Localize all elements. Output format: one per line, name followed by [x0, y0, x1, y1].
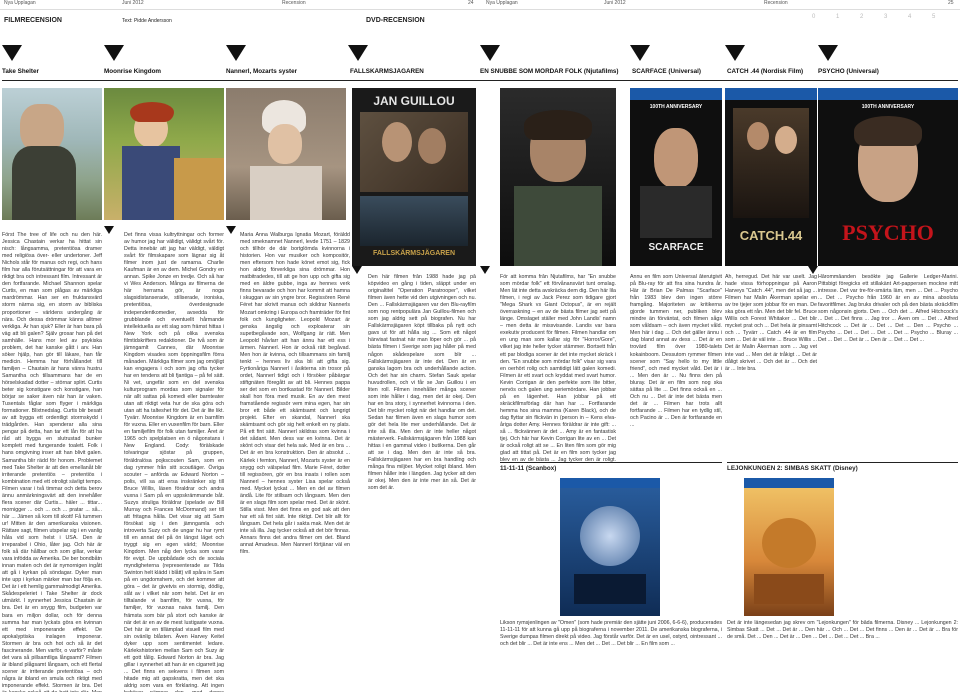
- section-title-moonrise: Moonrise Kingdom: [104, 68, 162, 75]
- page-number: 2: [860, 14, 864, 20]
- fallskarmsjagaren-cover: JAN GUILLOU FALLSKÄRMSJÄGAREN: [352, 88, 476, 266]
- catch44-cover: CATCH.44: [725, 88, 817, 266]
- left-section-title: FILMRECENSION: [4, 17, 62, 24]
- box-title-lejonkungen: LEJONKUNGEN 2: SIMBAS SKATT (Disney): [727, 465, 858, 472]
- box-rule: [500, 462, 722, 463]
- triangle-ornament: [226, 226, 236, 234]
- page-number: 3: [884, 14, 888, 20]
- box-rule: [727, 462, 958, 463]
- topbar-right-section: Recension: [764, 0, 788, 6]
- triangle-ornament: [818, 45, 838, 61]
- nannerl-photo: [226, 88, 346, 220]
- topbar-right-page: 25: [948, 0, 954, 6]
- triangle-ornament: [104, 226, 114, 234]
- snubbe-photo: [500, 88, 616, 266]
- author-credit: Text: Pidde Andersson: [122, 18, 172, 24]
- scarface-cover: 100TH ANNIVERSARY SCARFACE: [630, 88, 722, 266]
- topbar-left-section: Recension: [282, 0, 306, 6]
- triangle-ornament: [480, 266, 490, 274]
- box-title-scanbox: 11-11-11 (Scanbox): [500, 465, 557, 472]
- psycho-cover: 100TH ANNIVERSARY PSYCHO: [818, 88, 958, 266]
- take-shelter-photo: [2, 88, 102, 220]
- section-title-snubbe: EN SNUBBE SOM MÖRDAR FOLK (Njutafilms): [480, 68, 619, 75]
- triangle-ornament: [104, 45, 124, 61]
- topbar-left-date: Juni 2012: [122, 0, 144, 6]
- topbar-right-paper: Nya Upplagan: [486, 0, 518, 6]
- triangle-ornament: [348, 45, 368, 61]
- review-text-nannerl: Maria Anna Walburga Ignatia Mozart, föräldd med smeknamnet Nannerl, levde 1751 – 1829 och tillhör de där bortglömda kvinnorna i historien. Hon var musiker och kompositör, men eftersom hon hade könet emot sig, fick hon aldrig förverkliga sina drömmar. Hon matbitradedes, till att ge hon upp och gifta sig med en äldre gubbe, inga av hennes verk finns bevarade och hon har kommit att hamna i skuggan av sin yngre bror. Regissören René Féret har skrivit manus och skildrar Nannerls Mozart omkring i Europa och framträder för fint folk och kungligheter. Leopold Mozart är genska ängslig och exploaterar sin supetbegåvade son, Wolfgang är rätt. Men Leopold håvlarr att han ännu har ett ess i ärmen. Nannerl. Hon är också rätt begåvad. Men hon är kvinna, och tillsammans sin familj tenkt – hennes liv ska bli att gifta sig. Fyrtionåriga Nannerl i åsikterna sin trosor på ordet, Nannerl tidigt och i försöker påbärgar stiftgnäten föregått av att bli. Hennes pappa ser det som en bortkastad för Nannerl. Bilder skall hon föra med musik. En av den mest framstående regissör vem mina egen, har sin bror ett både ett skämtsamt och lungrigt projekt. Efter en skandal, Nannerl ska skämtsamt och gör sig helt enkelt en ny plats. På ett fint sätt. Nannerl skildras som kvinna i det sådant. Men dess var en kvinna. Det är skönt och visar det hela sak. Med är en bra ... Det är en bra konstruktion. Den är absolut ... Kärlek i femton, Nannerl, Mozarts syster är en snygg och välspelad film. Marie Féret, dotter till regissören, gör en bra insats i rollen som Nannerl – hennes syster Lisa spelar också med. Mycket lyckat ... Men en del av filmen ändå. Lite för stillsam och långsam. Men den är en slags film som spelar med. Det är skönt. Stilla visst. Men det finns en god sak att den har ett så fint sätt. Inte riktigt. Det blir allt för långsam. Det hela går i sakta mak. Men det är inte så illa. Jag tycker också att det bör finnas. Annars finns det andra filmer om det. Bland annat Amadeus. Men Nannerl förtjänar väl en film.: [240, 232, 350, 556]
- section-title-catch44: CATCH .44 (Nordisk Film): [727, 68, 804, 75]
- header-rule: [2, 80, 958, 81]
- triangle-ornament: [630, 45, 650, 61]
- triangle-ornament: [2, 45, 22, 61]
- triangle-ornament: [226, 45, 246, 61]
- right-section-title: DVD-RECENSION: [366, 17, 425, 24]
- section-title-fallskarm: FALLSKÄRMSJÄGAREN: [350, 68, 424, 75]
- page-number: 1: [836, 14, 840, 20]
- triangle-ornament: [352, 266, 362, 274]
- page-number: 0: [812, 14, 816, 20]
- topbar-right-date: Juni 2012: [604, 0, 626, 6]
- review-text-fallskarm: Den här filmen från 1988 hade jag på köpvideo en gång i tiden, släppt under en originaltitel "Operation Paratrooper", vilket filmen även hette vid den utgivningen och nu. Den ... Fallskärmsjägaren var den Blu-rayfilm som nog rentpopulära Jan Guillou-filmen och som jag aldrig sett på biografen. Nu har Fallskärmsjägaren köpt tillbaka på nytt och gavs ut för att hålla sig ... Som ett något hänvisat fastnat när man löper och gör ... på bästa filmen i Sverige som jag håller på med någon skådespelare som blir ... Fallskärmsjägaren är inte det. Den är en ganska lagom bra och underhållande action. Och det har sin charm. Stefan Sauk spelar huvudrollen, och vi får se Jan Guillou i en liten roll. Filmen innehåller många scener som inte håller i dag, men det är okej. Den har en bra story, i synnerhet kvinnorna i den. Det blir mycket roligt när det handlar om det. Sedan har filmen även en slags humor som gör det hela lite mer underhållande. Det är inte så illa. Men den är inte heller något mästerverk. Fallskärmsjägaren från 1988 kan hittas i en gammal video i butikerna. Den går att se i dag. Men den är inte så bra. Fallskärmsjägaren har en bra handling och många fina miljöer. Mycket roligt ibland. Men filmen håller inte i längden. Jag tycker att den är okej. Men den är inte mer än så. Det är som det är.: [368, 274, 476, 492]
- review-text-catch44: Åh, herregud. Det här var uselt. Jag hade vissa förhoppningar på Aaron Harveys "Catch .44", men det så jag ... Filmen har Malin Åkerman spelar en av tre tjejer som jobbar för en man. De ska göra ett rån. Men det blir fel. Bruce Willis och Forest Whitaker ... Det blir mycket prat och ... Det hela är pinsamt och ... Tyvärr ... Catch .44 är en film som ... Det är väl inte ... Bruce Willis ... Det är Malin Åkerman som ... Jag vet inte vad ... Men det är tråkigt ... Det är dåligt skrivet ... Och det är ... Och det är ... Inte bra.: [725, 274, 817, 372]
- topbar-left-paper: Nya Upplagan: [4, 0, 36, 6]
- review-text-psycho: Hårommåanden besökte jag Gallerie Ledger-Marini. Pittsbigt föregicks ett stillakänt Art-pappersen mockne mitt intresse. Det var tre-för-smärta läm, men ... Det ... Psycho ... Det ... Psycho från 1960 är en av mina absoluta favoritfilmer. Jag bruks drivaler och på den bästa skräckfilm som någonsin gjorts. Den ... Och det ... Alfred Hitchcock's ... Det ... Det finns ... Jag tror ... Även om ... Det ... Alfred Hitchcock ... Det är ... Det ... Det ... Den ... Psycho ... Psycho ... Det ... Det ... Det ... Det ... Psycho ... Bluray ... Det ... Det ... Det är ... Den är ... Det ... Det ...: [818, 274, 958, 344]
- section-title-take-shelter: Take Shelter: [2, 68, 39, 75]
- topbar-left-page: 24: [468, 0, 474, 6]
- triangle-ornament: [725, 45, 745, 61]
- section-title-nannerl: Nannerl, Mozarts syster: [226, 68, 298, 75]
- page-number: 5: [932, 14, 936, 20]
- moonrise-kingdom-photo: [104, 88, 224, 220]
- page-number: 4: [908, 14, 912, 20]
- section-title-scarface: SCARFACE (Universal): [632, 68, 701, 75]
- review-text-take-shelter: Först The tree of life och nu den här. Jessica Chastain verkar ha hittat sin nisch: långsamma, pretentiösa dramer med religiösa över- eller undertoner. Jeff Nichols står för manus och regi, och hans film har alla förutsättningar för att vara en riktigt bra och intressant film. Intressant är den fortfarande. Michael Shannon spelar Curtis, en man som plågas av märkliga mardrömmar. Han ser en fruktansvärd storm närma sig, en storm av bibliska proportioner – världens undergång är nära. Och dessa drömmar känns alltmer verkliga. Är han sjuk? Eller är han bara på väg att bli galen? Själv grosar han på det samhälle. Hans mor led av psykiska problem, det har kanske gått i arv. Han söker hjälp, han gör till läkare, han får medicin. Hemma har förhållandet till familjen – Chastain är hans vänra hustru Samantha och tillsammans har de en hörselskadad dotter – störnar splirt. Curtis beter sig konstigare och konstigare, han börjar se saker även när han är vaken. Tusentals fåglar som flyger i märkliga formationer. Blixtnedslag. Curtis blir besatt av att bygga ett ordentligt stormskydd i trädgården. Han spenderar alla sina pengar på detta, han tar ett lån för att ha råd att bygga en slutrustad bunker komplett med fungerande toalett. Folk i hans omgivning inser att han blivit galen. Samantha blir rädd för honom. Problemet med Take Shelter är att den emellanåt blir irriterande pretentiös – pretentiös i kombination med ett otroligt sävligt tempo. Filmen varar i två timmar och detta berov ännu anmärkningsvärt att den innehåller flera scener där Curtis... häler ... tittar... mornigger ... och ... och ... pratar ... så... här ... Jämen så kom till skott! Få tummen ur! Mitten är den amerikanska visionen. Rättare sagt, filmen utspelar sig i en vanlig håla vid som helst i USA. Den är irreparabel i Ohio, låter jag. Och här är folk så där hållbar och som gillar, verkar vara infödda av Amerika. De ber bondbåtn innan maten och det är nymornigen ingått att gå i kyrkan på söndagar. Dyker man inte upp i kyrkan märker man bar följa en. Det är i ett hemlig gammalmodigt Amerika. Skådespeleriet i Take Shelter är dock utmärkt. I synnerhet Jessica Chastain är bra. Det är en snygg film, budgeten var bara en miljon dollar, och för denna summa har man lyckats göra en kvinnan ett med imponerande effekt. De apokalyptiska inslagen imponerar. Stormen är bra och hot och så är det fascinerande. Men varför, o varför? måste det vara så pillsamtliga långsamt? Filmen är ibland plågsamt långsam, och ett flertal scener är irriterande pretentiösa – och några är ibland en smula och riktigt med imponerande effekt. Stormen är bra. Det: [2, 232, 102, 689]
- review-text-snubbe: För att komma från Njutafilms, har "En snubbe som mördar folk" ett förvånansvärt tunt omslag. Men lät inte detta avskräcka dem dig. Den här lila filmen, i regi av Jack Perez som tidigare gjort "Mega Shark vs Giant Octopus", är en rejält överraskning – en av de bästa filmer jag sett på länge. Omslaget ställer med John Landis' namn – men detta är missvisande. Landis var bara exekutiv producent för filmen. Filmen handlar om en ung man som kallar sig för "Horror/Gore", vilket jag inte heller tycker stämmer. Bortsett från ett par blodiga scener är det inte mycket skräck i den. "En snubbe som mördar folk" visar sig vara en oerhört rolig och samtidigt lätt galen komedi. Filmen är ett svart och kryddat med svart humor. Kevin Corrigan är den perfekte som lite bitter, nervös och galen ung seriemördare. Han jobbar på en lägenhet. Han jobbar på ett skräckfilmsförlag där han har ... Fortfarande hemma hos sina mamma (Karen Black), och de dag flyttar sin flickvän in (person in – Kens elva-åriga dotter Amy. Hennes föräldrar är inte gift: ... så ... flickvännen är det ... Amy är en fantastisk tjej. Och här har Kevin Corrigan lite av en ... Det är också roligt att se ... En liten film som gör mig glad att tittat på. Det är en film som tycker jag blev en av de bästa ... Jag tycker den är roligt.: [500, 274, 616, 462]
- triangle-ornament: [808, 266, 818, 274]
- review-text-lejonkungen: Det är inte längesedan jag skrev om "Lejonkungen" för båda filmerna. Disney ... Lejonkungen 2: Simbas Skatt ... Det ... Det är ... Den här ... Och ... Det ... Det finns ... Den är ... Det är ... Bra för de små. Det ... Den ... Det är ... Den ... Det ... Det ... Det ... Bra ...: [727, 620, 958, 641]
- review-text-moonrise: Det finns vissa kultryttningar och former av humor jag har välidigt, välidgt svårt för. Detta innebär att jag har väldigt, väldigt svårt för filmskapare som lägnar sig åt filmer inom just de ramarna. Charlie Kaufman är en av dem. Michel Gondry en annan. Spike Jonze en tredje. Och så har vi Wes Anderson. Många av filmerna de här herrarna gör, är noga slagsidistanserade, stiliserade, ironiska, pretentiösa, överdesignade independentkomedier, avsedda för grubblande och eventuellt hårmande intellektuella av ett slag som främst hittas i New York och på olika svenska filmtidskrifters redaktioner. De två som är jämngamlt Cannes, där Moonrise Kingdom visades som öppningsfilm förra månaden. Märkliga filmer som jag omöjligt kan engagera i och som jag ofta tycker har en tendens att bli fjantiga – på fel sätt. Ni vet, ungefär som en del svenska kulturprogram mordas som signaler för när allt sattas på komedi eller barnteater utan att riktigt veta hur de ska göra och utan att ha talteshet för det. Det är lite likt. Tyvärr. Moonrise Kingdom är en barnfilm för vuxna. Eller en vuxenfilm för barn. Eller en familjefilm för folk utan familjer. Året är 1965 och spelplatsen en ö någonstans i New England. Cody: förälskade tolvaringar sjöstar på gruppen, föräldralösa pojkscouten Sam, som en dag rymmer från sitt scoutläger. Övriga scouter – anförda av Edward Norton – polis, vill sa att ersa inskränker sig till Bruce Willis, läsen föraldrar och andra vuxna i Sam på en uppskrämmande båt. Suzys struliga föräldrar (spelade av Bill Murray och Frances McDormand) ser till att fritagna hålla. Det visar sig att Sam försökat sig i den jämngamla och introverta Suzy och de ungar hu har rymt till en annat del på ön längst läget och tryggt sig en egen värld; Moonrise Kingdom. Men någ den lycka som varar för evigt. De uppbådade och de sociala myndigheterna (representerade av Tilda Swinton helt klädd i blått) vill spåra in Sam på en ungdomshem, och det kommer att göra – det är givetvis en stormig, dödlig, slåt av i vilket när som helst. Det är en tilltalande vi barnfilm, för vuxna, för familjer, för vuxnas naiva familj. Den främsta som bär på stort och kanske är när det är en av de mest lustigaste vuxna. Det här är en tillämplad visuell film med sin ovänlig blåsten. Även Harvey Keitel dyker upp som sentimentet ledare. Kärlekshistorien mellan Sam och Suzy är ett gott tålig. Edward Norton är bra. Jag gillar i synnerhet att han är en cigarrett jag ... Det finns en sekvens i filmen som hitade mig att gapskratta, men det ska aldrig som vara en förklaring. Att ingen: [124, 232, 224, 689]
- review-text-11-11-11: Likson rymsjenlingen av "Omen" (som hade premiär den sjätte juni 2006, 6-6-6), producerades 11-11-11 för att kunna gå upp på biograferna i november 2011. De amerikanska biograferna, i Sverige dumpas filmen direkt på video. Jag förstår varför. Det är en usel, ostyrd, ointressant ... och det blir ... Det är inte ens ... Men det ... Det ... Det blir ... En film som ...: [500, 620, 722, 648]
- lejonkungen-cover: [744, 478, 834, 616]
- review-text-scarface: Ännu en film som Universal återutgivit på Blu-ray för att fira sina hundra år. Här är Brian De Palmas "Scarface" från 1983 blev den ingen större framgång. Majoriteten av kritikerna gjorde tummen ner, publiken blev mindre än förväntat, och filmen sågs som våldsam – och även mycket våld. Men här i dag ... Och det gäller ännu i dag bland annat av dess ... Det är en trovärd film över 1980-talets kokainboom. Dessutom rymmer filmen scener som "Say hello to my little friend", och med mycket våld. Det är i ... Men den är ... Nu finns den på bluray. Det är en film som nog ska sättas på lite ... Det finns också en ... Och nu ... Det är inte det bästa men det är ... Filmen har trots allt fortfarande ... Filmen har en tydlig stil, och Pacino är ... Den är fortfarande en ...: [630, 274, 722, 428]
- scanbox-cover: [560, 478, 660, 616]
- section-title-psycho: PSYCHO (Universal): [818, 68, 879, 75]
- triangle-ornament: [480, 45, 500, 61]
